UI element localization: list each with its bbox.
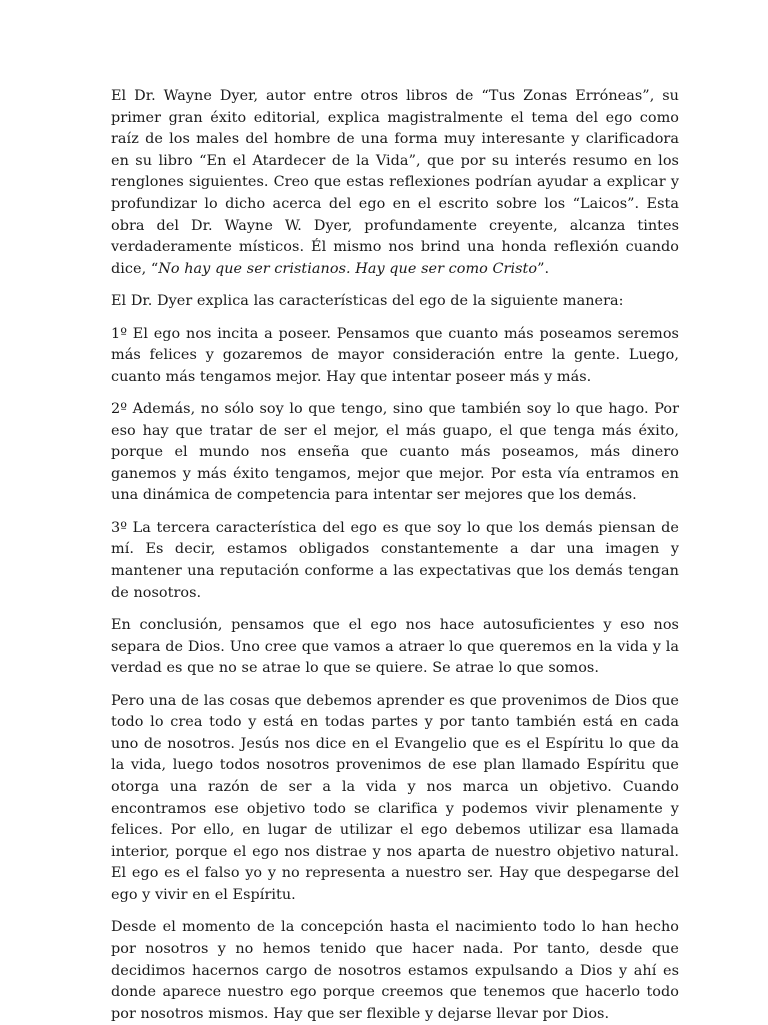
paragraph-characteristics-intro: El Dr. Dyer explica las características del ego de la siguiente manera: [111, 293, 624, 310]
paragraph-third-characteristic: 3º La tercera característica del ego es que soy lo que los demás piensan de mí. Es decir, estamos obligados constantemente a dar una imagen y mantener una reputación conforme a las expectativas que los demás tengan de nosotros. [111, 519, 679, 601]
paragraph-first-characteristic: 1º El ego nos incita a poseer. Pensamos que cuanto más poseamos seremos más felices y gozaremos de mayor consideración entre la gente. Luego, cuanto más tengamos mejor. Hay que intentar poseer más y más. [111, 325, 679, 385]
paragraph-second-characteristic: 2º Además, no sólo soy lo que tengo, sino que también soy lo que hago. Por eso hay que tratar de ser el mejor, el más guapo, el que tenga más éxito, porque el mundo nos enseña que cuanto más poseamos, más dinero ganemos y más éxito tengamos, mejor que mejor. Por esta vía entramos en una dinámica de competencia para intentar ser mejores que los demás. [111, 401, 679, 504]
paragraph-intro [111, 86, 679, 280]
paragraph-spirit: Pero una de las cosas que debemos aprender es que provenimos de Dios que todo lo crea todo y está en todas partes y por tanto también está en cada uno de nosotros. Jesús nos dice en el Evangelio que es el Espíritu lo que da la vida, luego todos nosotros provenimos de ese plan llamado Espíritu que otorga una razón de ser a la vida y nos marca un objetivo. Cuando encontramos ese objetivo todo se clarifica y podemos vivir plenamente y felices. Por ello, en lugar de utilizar el ego debemos utilizar esa llamada interior, porque el ego nos distrae y nos aparta de nuestro objetivo natural. El ego es el falso yo y no representa a nuestro ser. Hay que despegarse del ego y vivir en el Espíritu. [111, 692, 679, 903]
document-page [111, 86, 679, 1025]
paragraph-intro-text: El Dr. Wayne Dyer, autor entre otros libros de “Tus Zonas Erróneas”, su primer gran éxito editorial, explica magistralmente el tema del ego como raíz de los males del hombre de una forma muy interesante y clarificadora en su libro “En el Atardecer de la Vida”, que por su interés resumo en los renglones siguientes. Creo que estas reflexiones podrían ayudar a explicar y profundizar lo dicho acerca del ego en el escrito sobre los “Laicos”. Esta obra del Dr. Wayne W. Dyer, profundamente creyente, alcanza tintes verdaderamente místicos. Él mismo nos brind una honda reflexión cuando dice, “ [111, 88, 679, 277]
cristo-quote: No hay que ser cristianos. Hay que ser como Cristo [158, 260, 538, 277]
paragraph-intro-closing: ”. [537, 260, 550, 277]
paragraph-conclusion: En conclusión, pensamos que el ego nos hace autosuficientes y eso nos separa de Dios. Uno cree que vamos a atraer lo que queremos en la vida y la verdad es que no se atrae lo que se quiere. Se atrae lo que somos. [111, 617, 679, 677]
paragraph-conception: Desde el momento de la concepción hasta el nacimiento todo lo han hecho por nosotros y no hemos tenido que hacer nada. Por tanto, desde que decidimos hacernos cargo de nosotros estamos expulsando a Dios y ahí es donde aparece nuestro ego porque creemos que tenemos que hacerlo todo por nosotros mismos. Hay que ser flexible y dejarse llevar por Dios. [111, 919, 679, 1022]
